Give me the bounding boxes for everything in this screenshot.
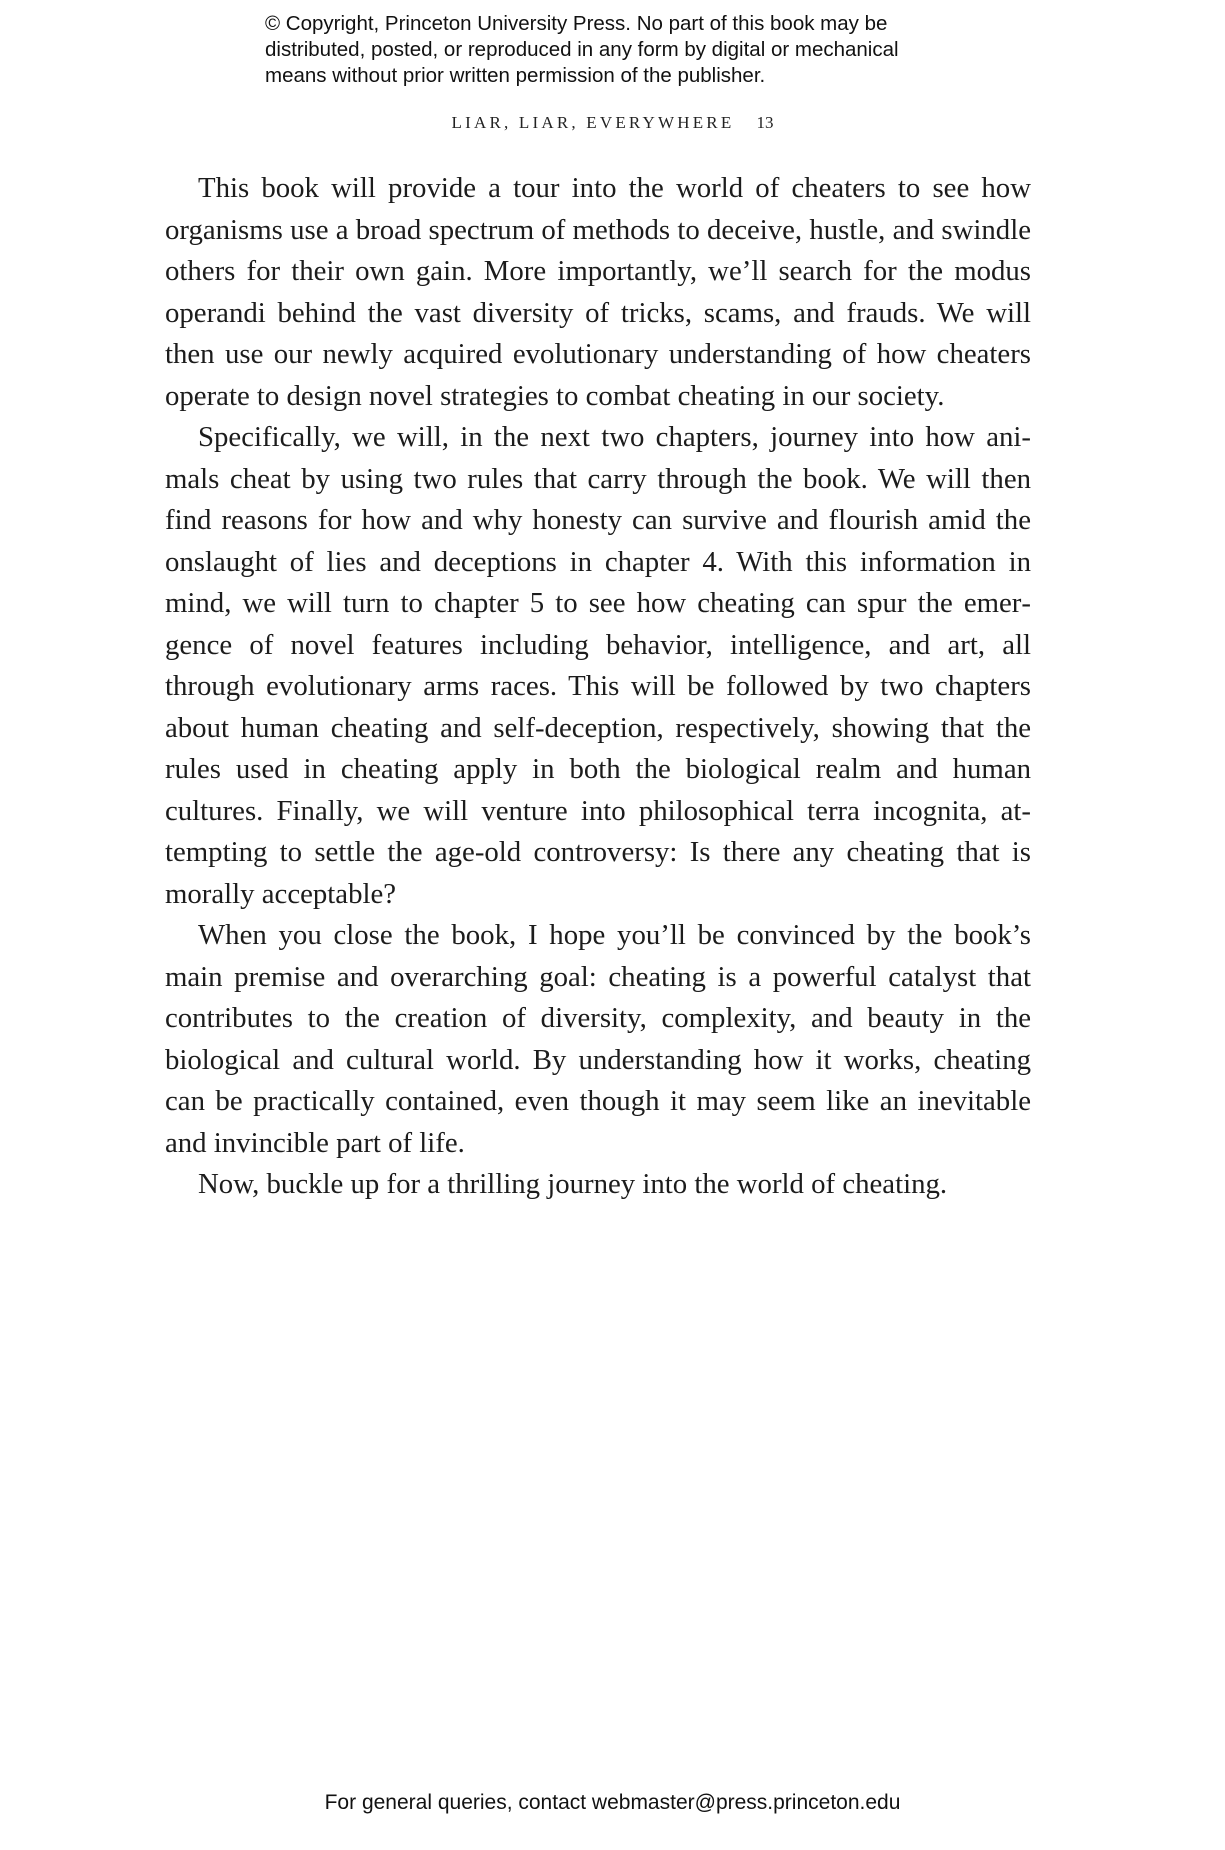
running-head (0, 113, 1225, 133)
paragraph: Specifically, we will, in the next two chapters, journey into how animals cheat by using two rules that carry through the book. We will then find reasons for how and why honesty can survive and flourish amid the onslaught of lies and deceptions in chapter 4. With this information in mind, we will turn to chapter 5 to see how cheating can spur the emergence of novel features including behavior, intelligence, and art, all through evolutionary arms races. This will be followed by two chapters about human cheating and self-deception, respectively, showing that the rules used in cheating apply in both the biological realm and human cultures. Finally, we will venture into philosophical terra incognita, attempting to settle the age-old controversy: Is there any cheating that is morally acceptable? (165, 421, 1031, 910)
copyright-notice (265, 11, 1025, 89)
paragraph: Now, buckle up for a thrilling journey into the world of cheating. (198, 1168, 948, 1200)
paragraph: When you close the book, I hope you’ll be convinced by the book’s main premise and overarching goal: cheating is a powerful catalyst that contributes to the creation of diversity, complexity, and beauty in the biological and cultural world. By understanding how it works, cheating can be practically contained, even though it may seem like an inevitable and invincible part of life. (165, 919, 1031, 1159)
body-text (165, 168, 1031, 1206)
copyright-line: distributed, posted, or reproduced in any form by digital or mechanical (265, 38, 899, 61)
copyright-line: © Copyright, Princeton University Press. No part of this book may be (265, 12, 888, 35)
footer-contact: For general queries, contact webmaster@press.princeton.edu (324, 1791, 901, 1814)
running-head-title: LIAR, LIAR, EVERYWHERE (451, 113, 735, 132)
paragraph: This book will provide a tour into the world of cheaters to see how organisms use a broad spectrum of methods to deceive, hustle, and swindle others for their own gain. More importantly, we’ll search for the modus operandi behind the vast diversity of tricks, scams, and frauds. We will then use our newly acquired evolutionary understanding of how cheaters operate to design novel strategies to combat cheating in our society. (165, 172, 1031, 412)
page-number: 13 (756, 113, 774, 132)
copyright-line: means without prior written permission of the publisher. (265, 64, 766, 87)
